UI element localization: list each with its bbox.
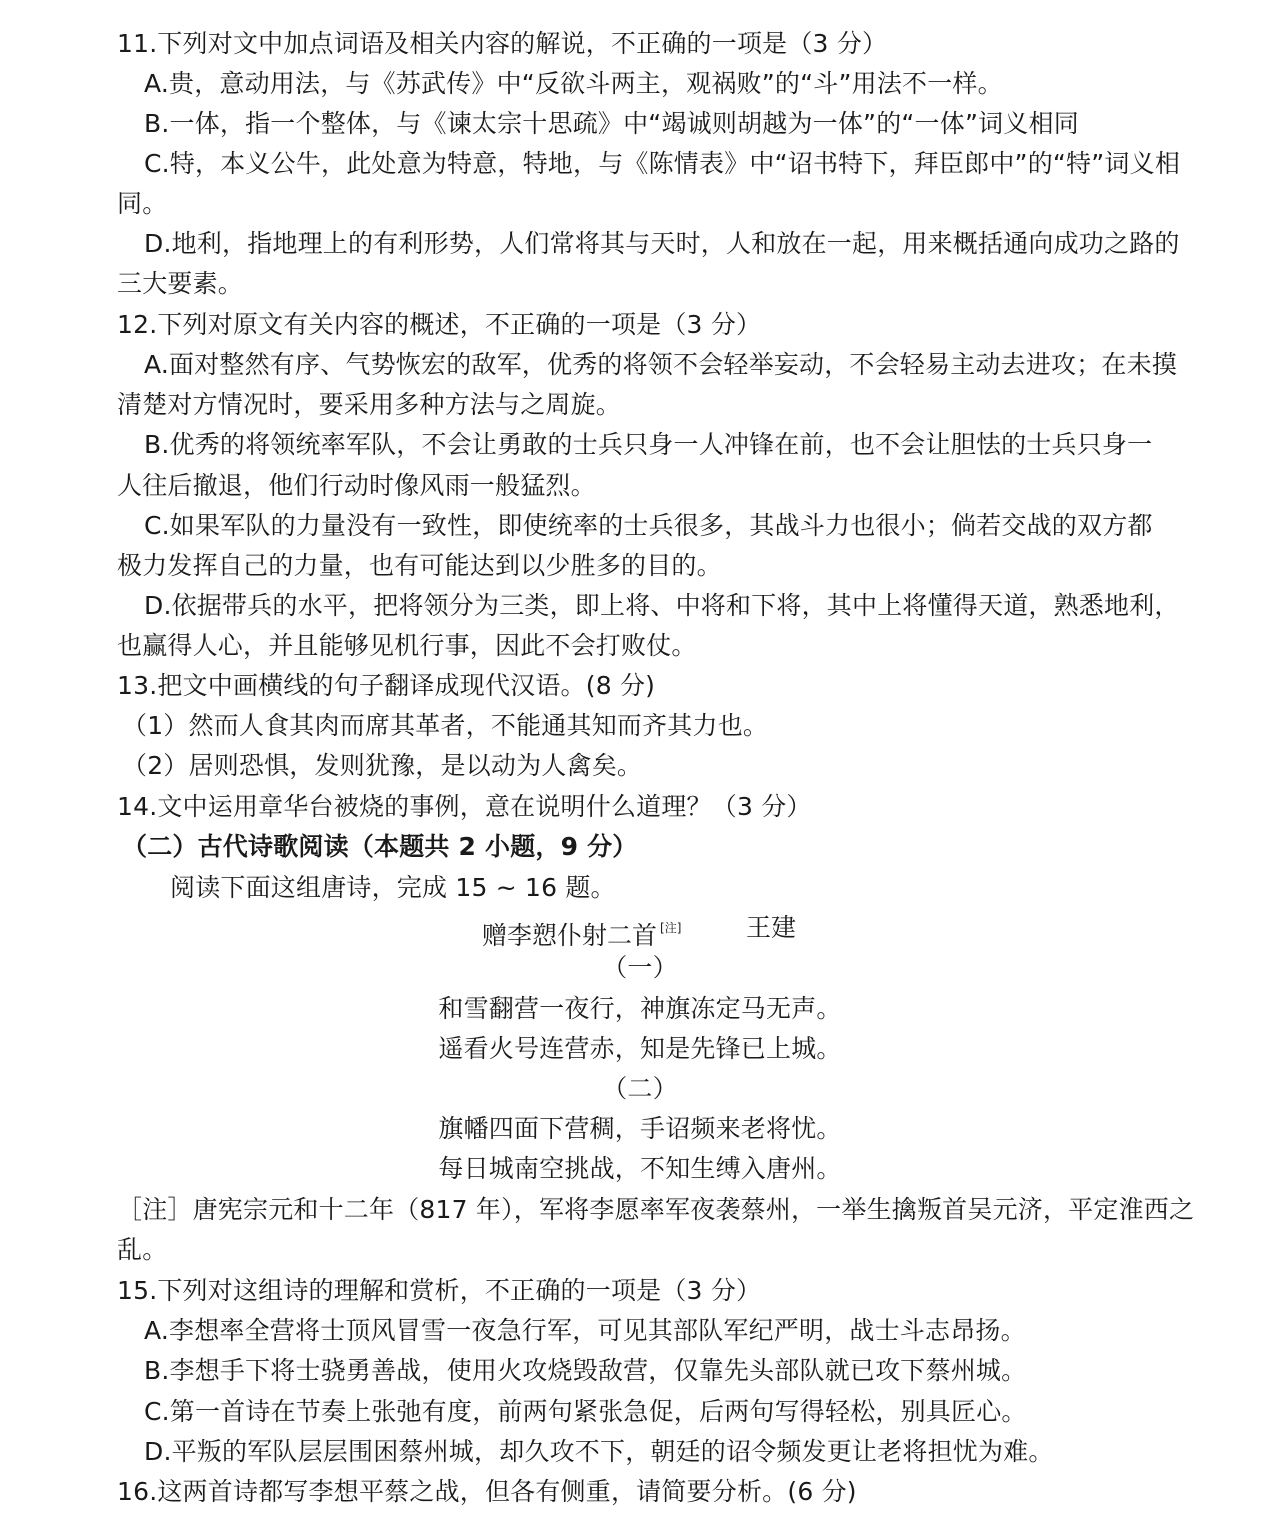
question-15-option-c: C.第一首诗在节奏上张弛有度，前两句紧张急促，后两句写得轻松，别具匠心。	[144, 1397, 1027, 1426]
question-12-option-c-line1: C.如果军队的力量没有一致性，即使统率的士兵很多，其战斗力也很小；倘若交战的双方都	[144, 511, 1153, 540]
question-15-stem: 15.下列对这组诗的理解和赏析，不正确的一项是（3 分）	[117, 1276, 762, 1305]
question-11-option-d-line2: 三大要素。	[117, 269, 244, 298]
question-12-option-b-line1: B.优秀的将领统率军队，不会让勇敢的士兵只身一人冲锋在前，也不会让胆怯的士兵只身一	[144, 430, 1153, 459]
poem-part-1-label: （一）	[602, 953, 678, 982]
poem-part-2-line-2: 每日城南空挑战，不知生缚入唐州。	[438, 1154, 842, 1183]
poem-note-marker: [注]	[660, 921, 682, 935]
question-12-option-c-line2: 极力发挥自己的力量，也有可能达到以少胜多的目的。	[117, 551, 722, 580]
question-13-stem: 13.把文中画横线的句子翻译成现代汉语。(8 分)	[117, 671, 656, 700]
question-13-sentence-1: （1）然而人食其肉而席其革者，不能通其知而齐其力也。	[122, 711, 769, 740]
section-heading: （二）古代诗歌阅读（本题共 2 小题，9 分）	[122, 832, 638, 861]
poem-title: 赠李愬仆射二首	[482, 921, 658, 950]
poem-part-2-label: （二）	[602, 1074, 678, 1103]
question-12-option-a-line2: 清楚对方情况时，要采用多种方法与之周旋。	[117, 390, 622, 419]
question-12-option-d-line2: 也赢得人心，并且能够见机行事，因此不会打败仗。	[117, 631, 697, 660]
question-13-sentence-2: （2）居则恐惧，发则犹豫，是以动为人禽矣。	[122, 751, 643, 780]
question-14-stem: 14.文中运用章华台被烧的事例，意在说明什么道理？（3 分）	[117, 792, 812, 821]
question-11-option-d-line1: D.地利，指地理上的有利形势，人们常将其与天时，人和放在一起，用来概括通向成功之路的	[144, 229, 1180, 258]
question-11-stem: 11.下列对文中加点词语及相关内容的解说，不正确的一项是（3 分）	[117, 29, 888, 58]
question-12-option-d-line1: D.依据带兵的水平，把将领分为三类，即上将、中将和下将，其中上将懂得天道，熟悉地利，	[144, 591, 1180, 620]
question-16-stem: 16.这两首诗都写李想平蔡之战，但各有侧重，请简要分析。(6 分)	[117, 1477, 857, 1506]
poem-header	[0, 908, 1280, 948]
question-11-option-c-line2: 同。	[117, 189, 168, 218]
question-11-option-c-line1: C.特，本义公牛，此处意为特意，特地，与《陈情表》中“诏书特下，拜臣郎中”的“特”词义相	[144, 149, 1181, 178]
poem-part-1-line-2: 遥看火号连营赤，知是先锋已上城。	[438, 1034, 842, 1063]
question-15-option-a: A.李想率全营将士顶风冒雪一夜急行军，可见其部队军纪严明，战士斗志昂扬。	[144, 1316, 1026, 1345]
question-12-option-b-line2: 人往后撤退，他们行动时像风雨一般猛烈。	[117, 471, 596, 500]
poem-part-2-line-1: 旗幡四面下营稠，手诏频来老将忧。	[438, 1114, 842, 1143]
question-12-option-a-line1: A.面对整然有序、气势恢宏的敌军，优秀的将领不会轻举妄动，不会轻易主动去进攻；在未摸	[144, 350, 1178, 379]
question-11-option-b: B.一体，指一个整体，与《谏太宗十思疏》中“竭诚则胡越为一体”的“一体”词义相同	[144, 109, 1079, 138]
poem-part-1-line-1: 和雪翻营一夜行，神旗冻定马无声。	[438, 994, 842, 1023]
section-instruction: 阅读下面这组唐诗，完成 15 ~ 16 题。	[170, 873, 616, 902]
poem-author: 王建	[746, 913, 797, 942]
poem-footnote-line1: ［注］唐宪宗元和十二年（817 年），军将李愿率军夜袭蔡州，一举生擒叛首吴元济，平定淮西之	[117, 1195, 1195, 1224]
question-15-option-d: D.平叛的军队层层围困蔡州城，却久攻不下，朝廷的诏令频发更让老将担忧为难。	[144, 1437, 1054, 1466]
question-15-option-b: B.李想手下将士骁勇善战，使用火攻烧毁敌营，仅靠先头部队就已攻下蔡州城。	[144, 1356, 1027, 1385]
question-12-stem: 12.下列对原文有关内容的概述，不正确的一项是（3 分）	[117, 310, 762, 339]
poem-footnote-line2: 乱。	[117, 1235, 168, 1264]
question-11-option-a: A.贵，意动用法，与《苏武传》中“反欲斗两主，观祸败”的“斗”用法不一样。	[144, 69, 1003, 98]
